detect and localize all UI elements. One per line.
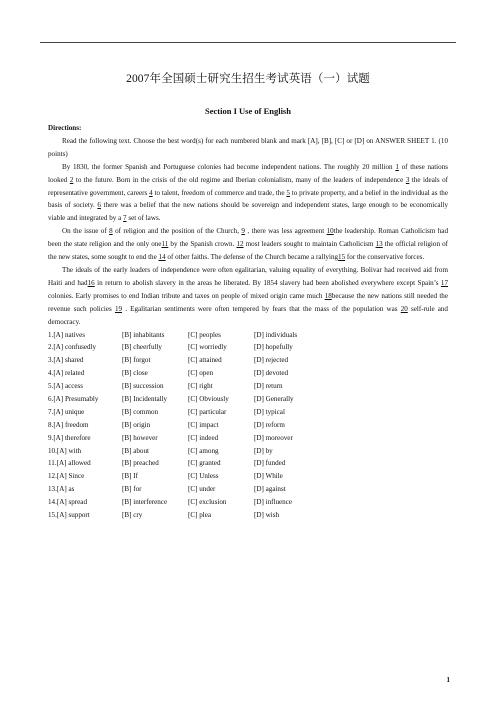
answer-options: [48, 329, 448, 522]
option-row: 5.[A] access [B] succession [C] right [D] return: [48, 382, 283, 391]
document-body: [48, 122, 448, 522]
option-row: 10.[A] with [B] about [C] among [D] by: [48, 446, 273, 455]
blank-17: 17: [440, 278, 448, 287]
page-number: 1: [446, 676, 450, 684]
blank-6: 6: [97, 201, 101, 210]
blank-19: 19: [114, 304, 123, 313]
option-row: 6.[A] Presumably [B] Incidentally [C] Obviously [D] Generally: [48, 394, 294, 403]
blank-15: 15: [338, 253, 346, 262]
option-row: 7.[A] unique [B] common [C] particular [D] typical: [48, 407, 285, 416]
passage-paragraph-2: On the issue of 8 of religion and the position of the Church, 9 , there was less agreement 10the leadership. Roman Catholicism had been the state religion and the only one11 by the Spanish crown. 12 most leaders sought to maintain Catholicism 13 the official religion of the new states, some sought to end the 14 of other faiths. The defense of the Church became a rallying15 for the conservative forces.: [48, 227, 448, 262]
blank-20: 20: [400, 304, 408, 313]
blank-9: 9: [241, 227, 245, 236]
blank-16: 16: [87, 278, 95, 287]
blank-3: 3: [405, 175, 410, 184]
blank-8: 8: [109, 227, 113, 236]
option-row: 15.[A] support [B] cry [C] plea [D] wish: [48, 510, 280, 519]
option-row: 11.[A] allowed [B] preached [C] granted [D] funded: [48, 459, 286, 468]
option-row: 14.[A] spread [B] interference [C] exclusion [D] influence: [48, 498, 293, 507]
blank-10: 10: [326, 227, 334, 236]
blank-14: 14: [158, 253, 166, 262]
option-row: 4.[A] related [B] close [C] open [D] devoted: [48, 369, 289, 378]
blank-1: 1: [395, 162, 399, 171]
option-row: 2.[A] confusedly [B] cheerfully [C] worriedly [D] hopefully: [48, 343, 293, 352]
option-row: 9.[A] therefore [B] however [C] indeed [D] moreover: [48, 433, 293, 442]
blank-18: 18: [324, 291, 332, 300]
option-row: 13.[A] as [B] for [C] under [D] against: [48, 485, 286, 494]
blank-13: 13: [375, 240, 383, 249]
blank-5: 5: [286, 188, 290, 197]
header-rule: [40, 42, 456, 43]
option-row: 12.[A] Since [B] If [C] Unless [D] While: [48, 472, 283, 481]
blank-7: 7: [123, 214, 127, 223]
blank-2: 2: [69, 175, 74, 184]
directions-label: Directions:: [48, 124, 82, 132]
option-row: 1.[A] natives [B] inhabitants [C] peoples [D] individuals: [48, 330, 298, 339]
page-title: 2007年全国硕士研究生招生考试英语（一）试题: [126, 73, 370, 85]
option-row: 8.[A] freedom [B] origin [C] impact [D] reform: [48, 420, 285, 429]
passage-paragraph-1: By 1830, the former Spanish and Portuguese colonies had become independent nations. The roughly 20 million 1 of these nations looked 2 to the future. Born in the crisis of the old regime and Iberian colonialism, many of the leaders of independence 3 the ideals of representative government, careers 4 to talent, freedom of commerce and trade, the 5 to private property, and a belief in the individual as the basis of society. 6 there was a belief that the new nations should be sovereign and independent states, large enough to be economically viable and integrated by a 7 set of laws.: [48, 162, 448, 223]
section-title: Section I Use of English: [205, 106, 291, 116]
option-row: 3.[A] shared [B] forgot [C] attained [D] rejected: [48, 356, 289, 365]
directions-text: Read the following text. Choose the best word(s) for each numbered blank and mark [A], [B], [C] or [D] on ANSWER SHEET 1. (10 points): [48, 136, 448, 158]
blank-4: 4: [149, 188, 153, 197]
blank-12: 12: [236, 240, 244, 249]
blank-11: 11: [161, 240, 169, 249]
passage-paragraph-3: The ideals of the early leaders of independence were often egalitarian, valuing equality of everything. Bolivar had received aid from Haiti and had16 in return to abolish slavery in the areas he liberated. By 1854 slavery had been abolished everywhere except Spain’s 17 colonies. Early promises to end Indian tribute and taxes on people of mixed origin came much 18because the new nations still needed the revenue such policies 19 . Egalitarian sentiments were often tempered by fears that the mass of the population was 20 self-rule and democracy.: [48, 265, 448, 326]
